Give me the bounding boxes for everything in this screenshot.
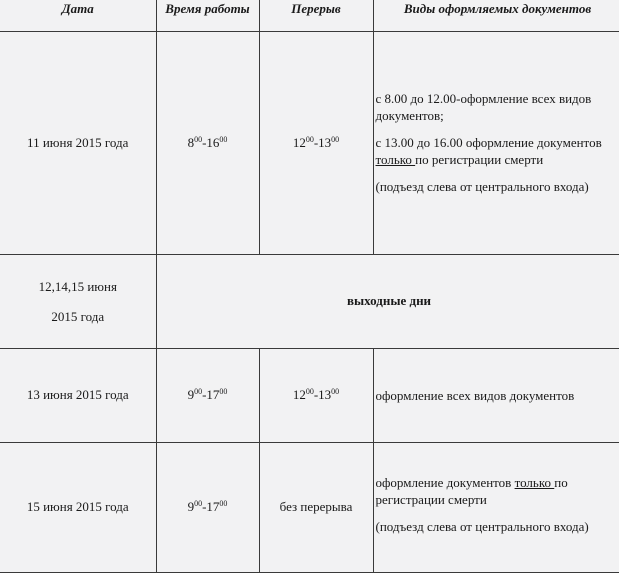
row-desc: с 8.00 до 12.00-оформление всех видов документов; с 13.00 до 16.00 оформление документов только по регистрации смерти (подъезд слева от центрального входа) (373, 31, 619, 254)
row-hours: $9^{00}-17^{00}$ (156, 442, 259, 572)
header-docs: Виды оформляемых документов (373, 0, 619, 31)
table-row (0, 31, 619, 254)
row-date: 13 июня 2015 года (0, 348, 156, 442)
row-break: $12^{00}-13^{00}$ (259, 348, 373, 442)
weekend-cell: выходные дни (156, 254, 619, 348)
row-date: 11 июня 2015 года (0, 31, 156, 254)
header-hours: Время работы (156, 0, 259, 31)
row-break: $12^{00}-13^{00}$ (259, 31, 373, 254)
row-desc: оформление всех видов документов (373, 348, 619, 442)
header-break: Перерыв (259, 0, 373, 31)
row-desc: оформление документов только по регистрации смерти (подъезд слева от центрального входа) (373, 442, 619, 572)
table-row (0, 348, 619, 442)
row-date: 12,14,15 июня 2015 года (0, 254, 156, 348)
header-date: Дата (0, 0, 156, 31)
row-hours: $8^{00}-16^{00}$ (156, 31, 259, 254)
header-row (0, 0, 619, 31)
row-date: 15 июня 2015 года (0, 442, 156, 572)
row-hours: $9^{00}-17^{00}$ (156, 348, 259, 442)
row-break: без перерыва (259, 442, 373, 572)
table-row (0, 442, 619, 572)
table-row (0, 254, 619, 348)
